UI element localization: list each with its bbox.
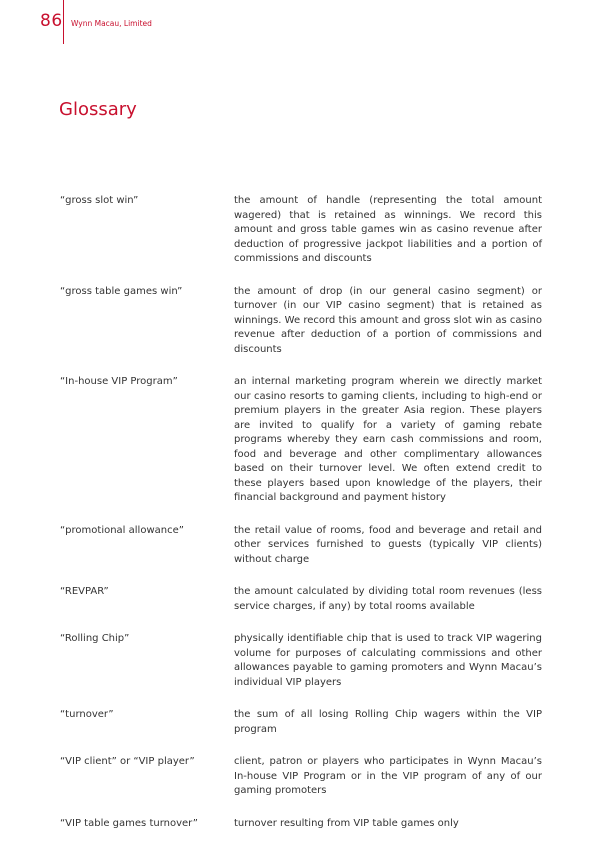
glossary-term: “REVPAR”: [60, 586, 109, 597]
glossary-entry: [60, 585, 542, 614]
glossary-definition: the sum of all losing Rolling Chip wagers within the VIP program: [234, 709, 542, 735]
glossary-definition: turnover resulting from VIP table games only: [234, 817, 459, 829]
glossary-definition: physically identifiable chip that is used to track VIP wagering volume for purposes of calculating commissions and other allowances payable to gaming promoters and Wynn Macau’s individual VIP players: [234, 633, 542, 688]
glossary-entry: [60, 194, 542, 267]
page-header: [0, 0, 612, 50]
glossary-list: [60, 194, 542, 849]
header-divider: [63, 0, 64, 44]
glossary-term: “In-house VIP Program”: [60, 376, 178, 387]
glossary-entry: [60, 632, 542, 690]
glossary-entry: [60, 708, 542, 737]
glossary-definition: an internal marketing program wherein we directly market our casino resorts to gaming clients, including to high-end or premium players in the greater Asia region. These players are invited to qualify for a variety of gaming rebate programs whereby they earn cash commissions and room, food and beverage and other complimentary allowances based on their turnover level. We often extend credit to these players based upon knowledge of the players, their financial background and payment history: [234, 376, 542, 503]
glossary-definition: the amount calculated by dividing total room revenues (less service charges, if any) by total rooms available: [234, 586, 542, 612]
glossary-term: “gross slot win”: [60, 195, 139, 206]
glossary-definition: the retail value of rooms, food and beverage and retail and other services furnished to guests (typically VIP clients) without charge: [234, 524, 542, 565]
glossary-term: “VIP client” or “VIP player”: [60, 756, 195, 767]
glossary-entry: [60, 755, 542, 799]
company-name: Wynn Macau, Limited: [71, 19, 152, 28]
glossary-entry: [60, 817, 542, 832]
glossary-term: “promotional allowance”: [60, 524, 184, 536]
glossary-definition: client, patron or players who participates in Wynn Macau’s In-house VIP Program or in the VIP program of any of our gaming promoters: [234, 756, 542, 796]
glossary-entry: [60, 285, 542, 358]
glossary-term: “gross table games win”: [60, 285, 183, 297]
glossary-definition: the amount of handle (representing the total amount wagered) that is retained as winnings. We record this amount and gross table games win as casino revenue after deduction of progressive jackpot liabilities and a portion of commissions and discounts: [234, 195, 542, 264]
page-title: Glossary: [59, 99, 137, 120]
glossary-term: “Rolling Chip”: [60, 633, 130, 644]
glossary-term: “turnover”: [60, 709, 114, 720]
glossary-entry: [60, 524, 542, 568]
glossary-term: “VIP table games turnover”: [60, 817, 198, 829]
glossary-definition: the amount of drop (in our general casino segment) or turnover (in our VIP casino segment) that is retained as winnings. We record this amount and gross slot win as casino revenue after deduction of a portion of commissions and discounts: [234, 285, 542, 355]
page-number: 86: [40, 11, 63, 31]
glossary-entry: [60, 375, 542, 506]
